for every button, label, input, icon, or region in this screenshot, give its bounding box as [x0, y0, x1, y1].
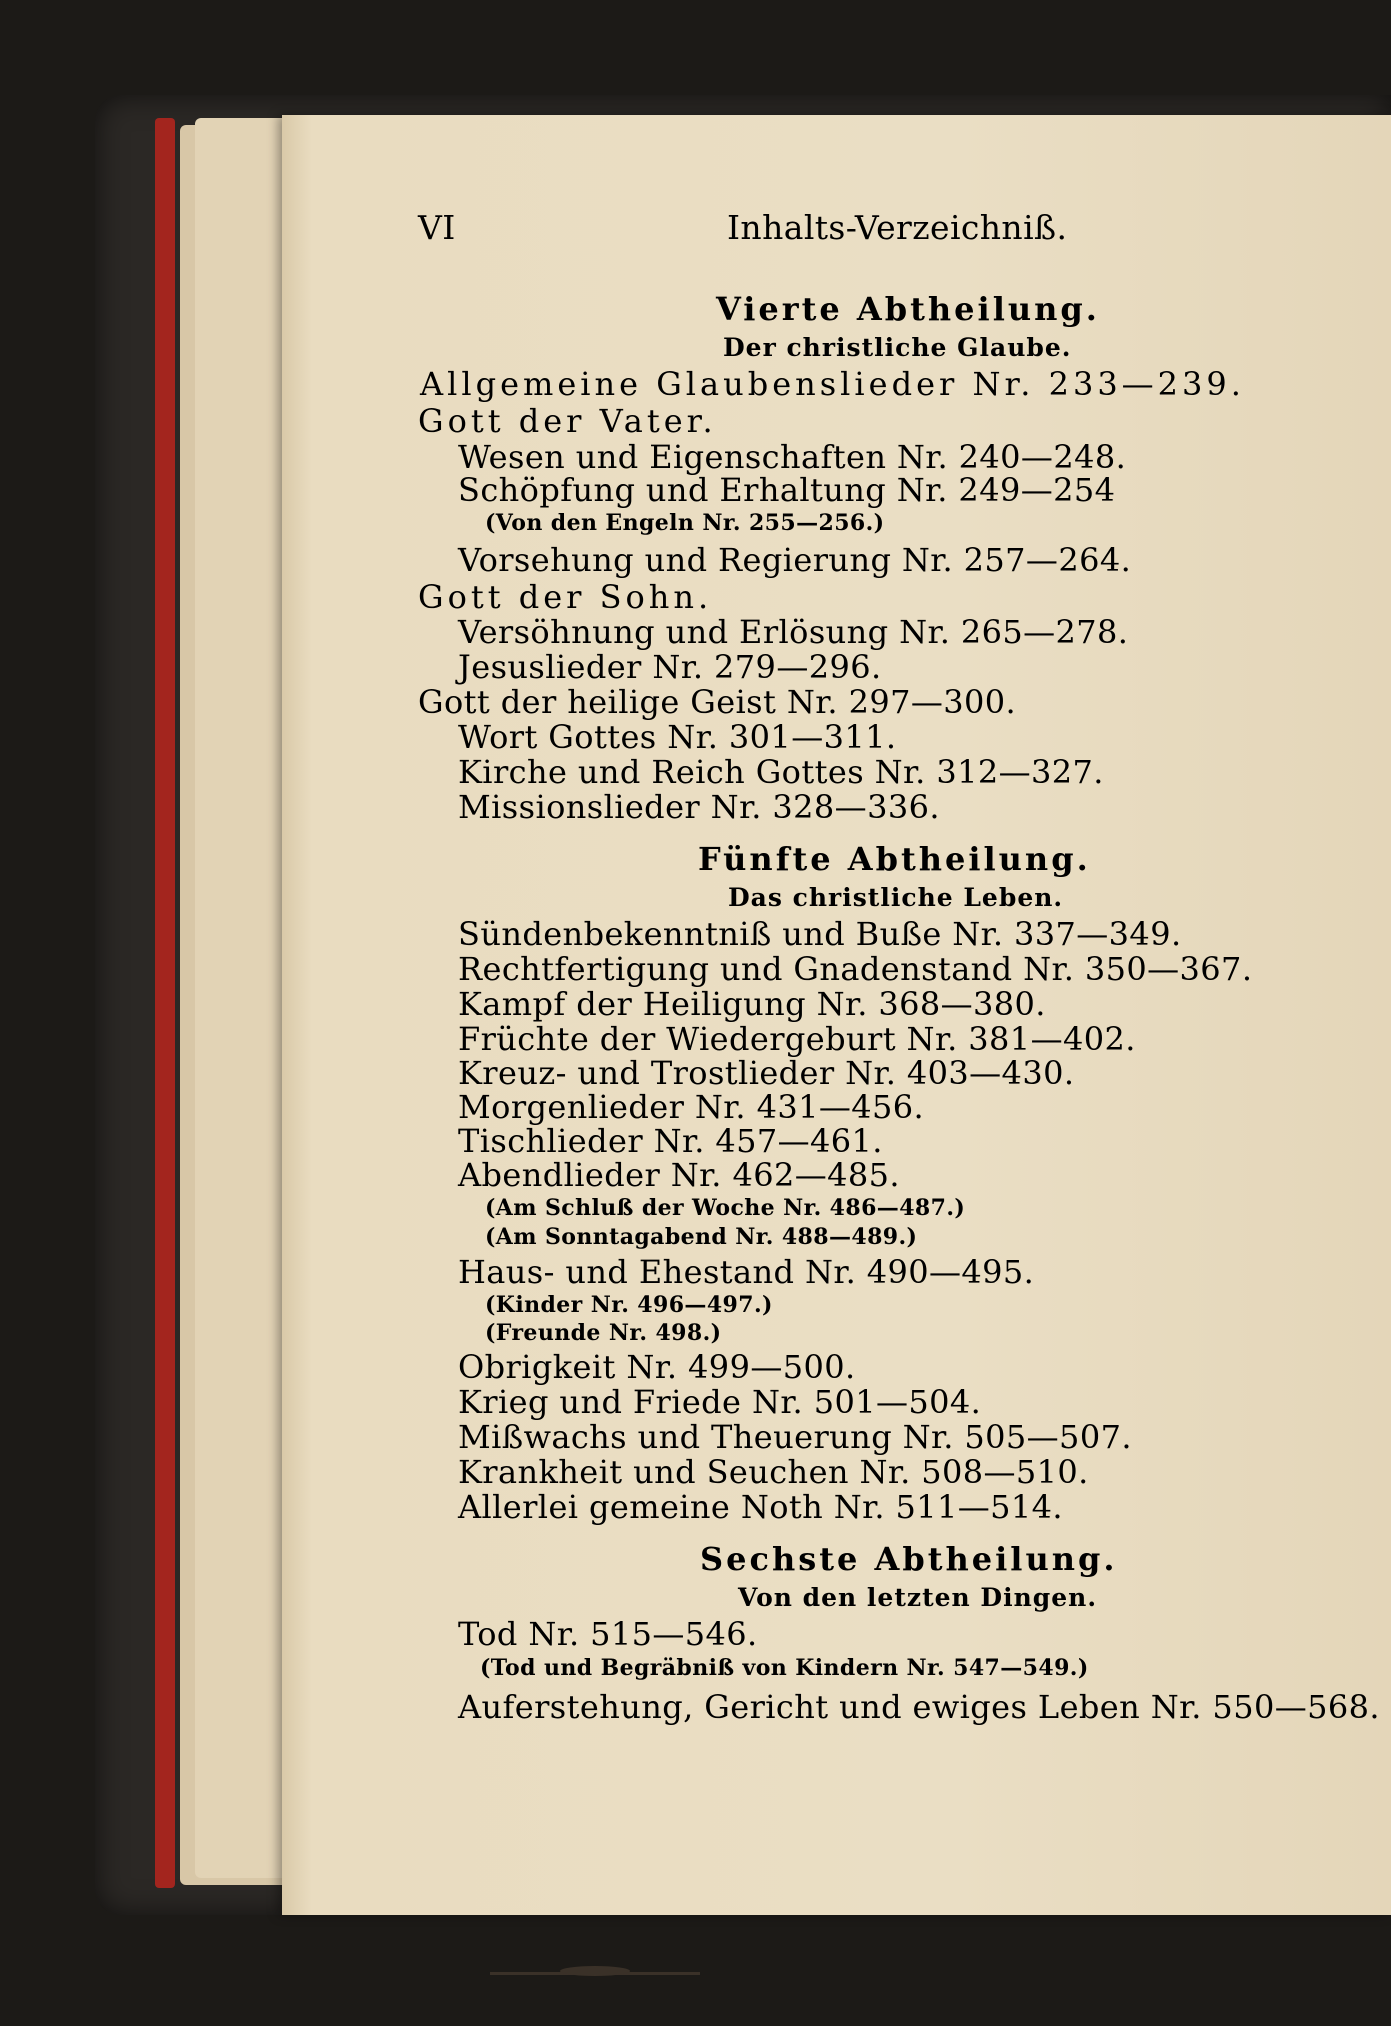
toc-entry: Versöhnung und Erlösung Nr. 265—278. — [458, 613, 1129, 651]
section-heading: Sechste Abtheilung. — [700, 1540, 1118, 1578]
toc-entry: Abendlieder Nr. 462—485. — [458, 1156, 900, 1194]
toc-note: (Am Sonntagabend Nr. 488—489.) — [485, 1224, 918, 1250]
toc-entry: Kreuz- und Trostlieder Nr. 403—430. — [458, 1054, 1075, 1092]
section-heading: Vierte Abtheilung. — [716, 290, 1100, 328]
section-subheading: Von den letzten Dingen. — [738, 1583, 1098, 1612]
toc-entry: Morgenlieder Nr. 431—456. — [458, 1088, 925, 1126]
section-subheading: Der christliche Glaube. — [723, 333, 1072, 362]
toc-entry: Haus- und Ehestand Nr. 490—495. — [458, 1253, 1035, 1291]
toc-entry: Vorsehung und Regierung Nr. 257—264. — [458, 541, 1132, 579]
toc-group-heading: Gott der Sohn. — [418, 578, 713, 616]
section-subheading: Das christliche Leben. — [728, 883, 1064, 912]
toc-entry: Tischlieder Nr. 457—461. — [458, 1122, 883, 1160]
toc-entry: Schöpfung und Erhaltung Nr. 249—254 — [458, 471, 1116, 509]
toc-note: (Von den Engeln Nr. 255—256.) — [485, 510, 885, 536]
page-number: VI — [418, 208, 456, 247]
toc-entry: Krankheit und Seuchen Nr. 508—510. — [458, 1453, 1089, 1491]
book-red-edge — [155, 118, 175, 1888]
toc-entry: Tod Nr. 515—546. — [458, 1615, 758, 1653]
toc-entry: Kirche und Reich Gottes Nr. 312—327. — [458, 753, 1104, 791]
toc-entry: Missionslieder Nr. 328—336. — [458, 788, 940, 826]
toc-entry: Jesuslieder Nr. 279—296. — [458, 648, 882, 686]
toc-entry: Sündenbekenntniß und Buße Nr. 337—349. — [458, 915, 1182, 953]
toc-entry: Auferstehung, Gericht und ewiges Leben Nr. 550—568. — [458, 1688, 1380, 1726]
toc-entry: Mißwachs und Theuerung Nr. 505—507. — [458, 1418, 1132, 1456]
toc-entry: Wesen und Eigenschaften Nr. 240—248. — [458, 438, 1127, 476]
section-heading: Fünfte Abtheilung. — [698, 840, 1091, 878]
toc-group-heading: Gott der Vater. — [418, 402, 717, 440]
toc-entry: Wort Gottes Nr. 301—311. — [458, 718, 897, 756]
toc-entry: Allgemeine Glaubenslieder Nr. 233—239. — [420, 365, 1245, 403]
toc-note: (Freunde Nr. 498.) — [485, 1320, 722, 1346]
toc-note: (Am Schluß der Woche Nr. 486—487.) — [485, 1195, 966, 1221]
page-title: Inhalts-Verzeichniß. — [727, 208, 1068, 247]
toc-entry: Rechtfertigung und Gnadenstand Nr. 350—367. — [458, 950, 1253, 988]
rule-ornament — [560, 1966, 630, 1976]
toc-note: (Kinder Nr. 496—497.) — [485, 1292, 773, 1318]
toc-group-heading: Gott der heilige Geist Nr. 297—300. — [418, 683, 1017, 721]
toc-entry: Früchte der Wiedergeburt Nr. 381—402. — [458, 1020, 1136, 1058]
toc-entry: Allerlei gemeine Noth Nr. 511—514. — [458, 1488, 1064, 1526]
toc-entry: Obrigkeit Nr. 499—500. — [458, 1348, 856, 1386]
toc-note: (Tod und Begräbniß von Kindern Nr. 547—549.) — [480, 1655, 1089, 1681]
toc-entry: Kampf der Heiligung Nr. 368—380. — [458, 985, 1046, 1023]
toc-entry: Krieg und Friede Nr. 501—504. — [458, 1383, 982, 1421]
